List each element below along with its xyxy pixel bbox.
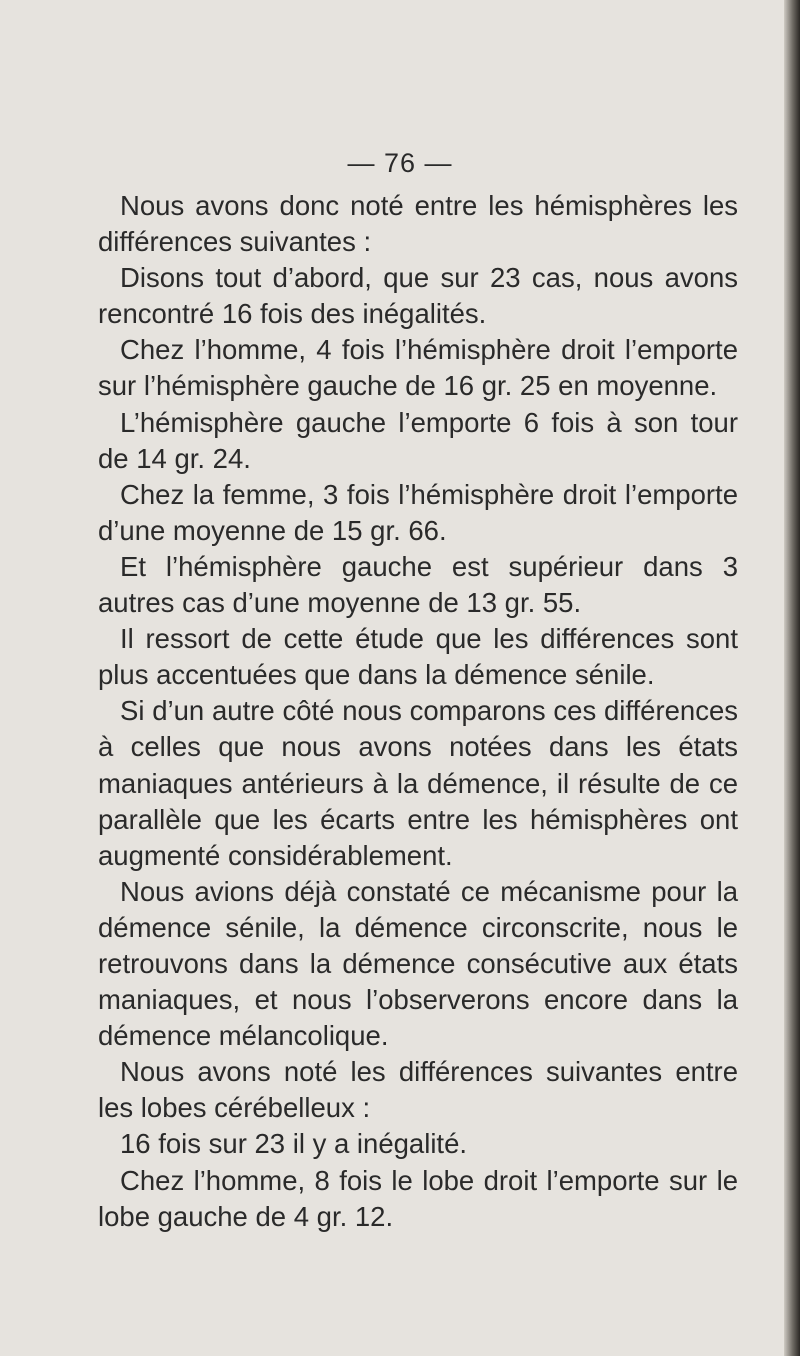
paragraph: Chez l’homme, 4 fois l’hémisphère droit l’emporte sur l’hémisphère gauche de 16 gr. 25 en moyenne.	[98, 334, 738, 402]
paragraph: Il ressort de cette étude que les différences sont plus accentuées que dans la démence sénile.	[98, 623, 738, 691]
paragraph: Si d’un autre côté nous comparons ces différences à celles que nous avons notées dans les états maniaques antérieurs à la démence, il résulte de ce parallèle que les écarts entre les hémisphères ont augmenté considérablement.	[98, 695, 738, 871]
paragraph: Et l’hémisphère gauche est supérieur dans 3 autres cas d’une moyenne de 13 gr. 55.	[98, 550, 738, 619]
paragraph: Nous avons noté les différences suivantes entre les lobes cérébelleux :	[98, 1056, 738, 1124]
paragraph: Chez l’homme, 8 fois le lobe droit l’emporte sur le lobe gauche de 4 gr. 12.	[98, 1164, 738, 1232]
paragraph: Chez la femme, 3 fois l’hémisphère droit l’emporte d’une moyenne de 15 gr. 66.	[98, 478, 738, 546]
body-text	[98, 188, 738, 1235]
paragraph: Nous avions déjà constaté ce mécanisme pour la démence sénile, la démence circonscrite, nous le retrouvons dans la démence consécutive aux états maniaques, et nous l’observerons encore dans la démence mélancolique.	[98, 875, 738, 1052]
page-number: — 76 —	[347, 148, 453, 178]
paragraph: Nous avons donc noté entre les hémisphères les différences suivantes :	[98, 190, 738, 258]
paragraph: 16 fois sur 23 il y a inégalité.	[120, 1128, 467, 1160]
page-binding-edge	[784, 0, 800, 1356]
paragraph: L’hémisphère gauche l’emporte 6 fois à son tour de 14 gr. 24.	[98, 406, 738, 474]
paragraph: Disons tout d’abord, que sur 23 cas, nous avons rencontré 16 fois des inégalités.	[98, 262, 738, 330]
